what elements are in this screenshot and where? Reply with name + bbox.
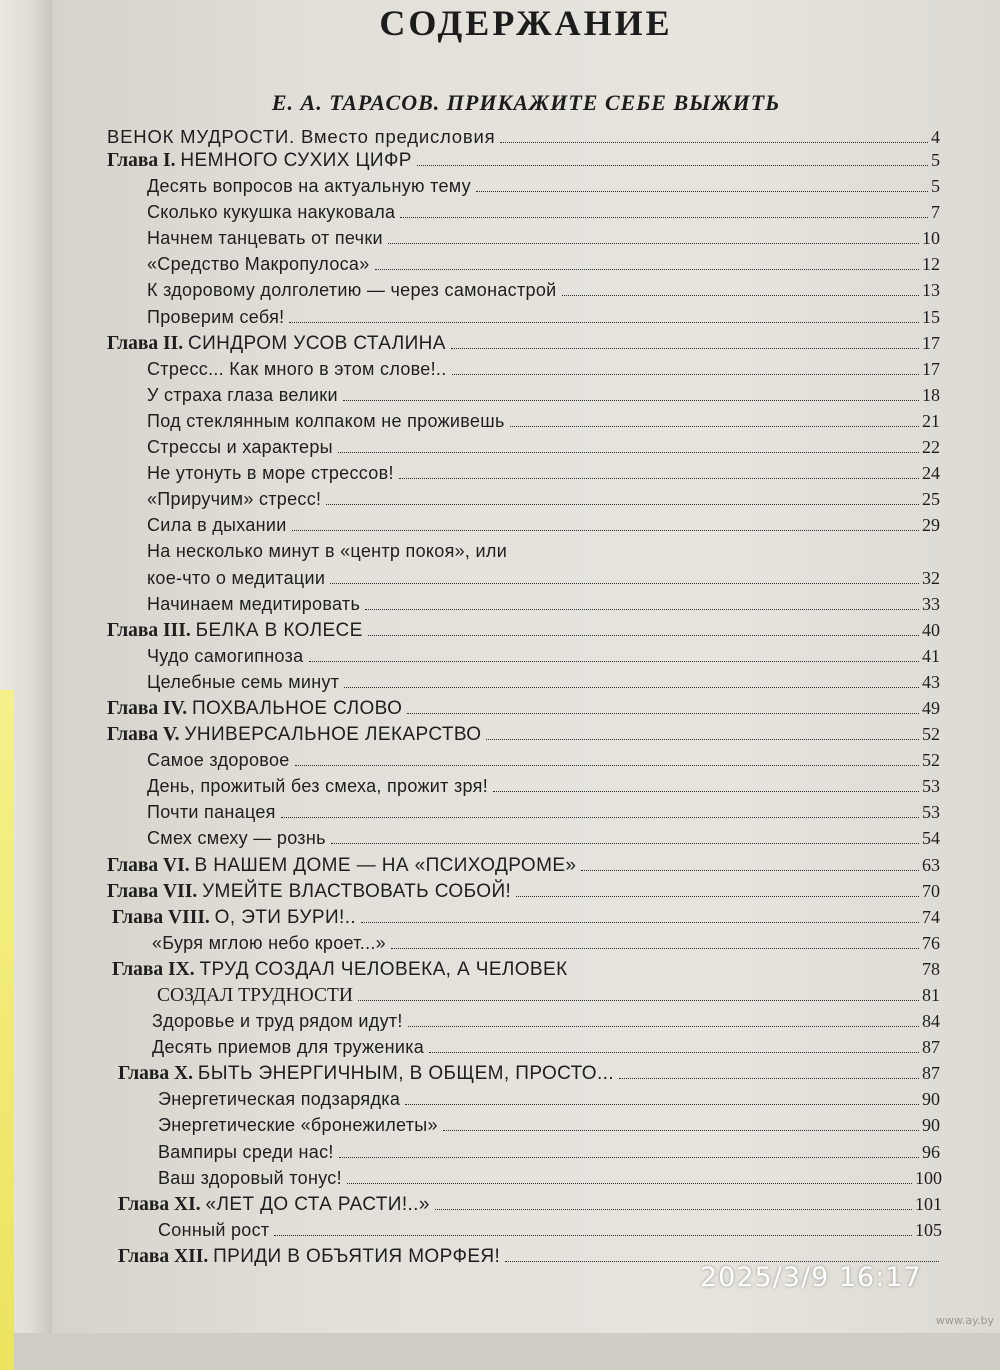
entry-title: «ЛЕТ ДО СТА РАСТИ!..» — [205, 1193, 430, 1215]
dot-leader — [486, 739, 919, 740]
dot-leader — [339, 1157, 919, 1158]
toc-section — [52, 1142, 1000, 1168]
dot-leader — [375, 269, 919, 270]
dot-leader — [281, 817, 919, 818]
toc-section — [52, 254, 1000, 280]
page-number: 53 — [922, 802, 940, 823]
entry-title: Под стеклянным колпаком не проживешь — [147, 410, 505, 431]
toc-section — [52, 1089, 1000, 1115]
chapter-number: Глава V. — [107, 724, 180, 746]
page-number: 76 — [922, 932, 940, 953]
toc-chapter — [52, 1194, 1000, 1220]
entry-title: Почти панацея — [147, 802, 276, 823]
dot-leader — [429, 1052, 919, 1053]
page-number: 101 — [915, 1193, 942, 1214]
yellow-bookmark — [0, 690, 14, 1370]
toc-section — [52, 228, 1000, 254]
entry-title: Начинаем медитировать — [147, 593, 361, 614]
page-number: 17 — [922, 358, 940, 379]
page-number: 90 — [922, 1115, 940, 1136]
toc-section — [52, 307, 1000, 333]
toc-chapter — [52, 698, 1000, 724]
dot-leader — [476, 191, 928, 192]
toc-section — [52, 828, 1000, 854]
entry-title: ПОХВАЛЬНОЕ СЛОВО — [191, 697, 403, 719]
page-number: 100 — [915, 1167, 942, 1188]
page-number: 4 — [931, 127, 940, 147]
dot-leader — [408, 1026, 919, 1027]
dot-leader — [292, 530, 919, 531]
entry-title: Энергетические «бронежилеты» — [158, 1115, 438, 1136]
entry-title: Смех смеху — рознь — [147, 828, 326, 849]
page-number: 40 — [922, 619, 940, 640]
toc-section — [52, 594, 1000, 620]
page-number: 105 — [915, 1219, 942, 1240]
toc-section — [52, 437, 1000, 463]
chapter-number: Глава III. — [107, 619, 191, 641]
chapter-number: Глава VIII. — [112, 906, 210, 928]
entry-title: Здоровье и труд рядом идут! — [152, 1011, 403, 1032]
dot-leader — [405, 1104, 919, 1105]
entry-title: На несколько минут в «центр покоя», или — [147, 541, 508, 562]
dot-leader — [400, 217, 928, 218]
page-title: СОДЕРЖАНИЕ — [379, 3, 673, 43]
entry-title: УНИВЕРСАЛЬНОЕ ЛЕКАРСТВО — [184, 724, 482, 746]
dot-leader — [443, 1130, 919, 1131]
entry-title: Не утонуть в море стрессов! — [147, 463, 394, 484]
page-number: 96 — [922, 1141, 940, 1162]
page-number: 17 — [922, 332, 940, 353]
chapter-number: Глава X. — [118, 1063, 194, 1085]
page-number: 78 — [922, 958, 940, 979]
toc-section — [52, 1037, 1000, 1063]
toc-section — [52, 568, 1000, 594]
page-number: 33 — [922, 593, 940, 614]
toc-chapter — [52, 724, 1000, 750]
page-number: 13 — [922, 280, 940, 301]
book-page — [52, 0, 1000, 1333]
entry-title: «Приручим» стресс! — [147, 489, 322, 510]
toc-section — [52, 541, 1000, 567]
page-number: 63 — [922, 854, 940, 875]
section-subtitle: Е. А. ТАРАСОВ. ПРИКАЖИТЕ СЕБЕ ВЫЖИТЬ — [271, 90, 781, 115]
dot-leader — [407, 713, 919, 714]
dot-leader — [358, 1000, 919, 1001]
dot-leader — [388, 243, 919, 244]
toc-chapter — [52, 959, 1000, 985]
dot-leader — [344, 687, 919, 688]
entry-title: ПРИДИ В ОБЪЯТИЯ МОРФЕЯ! — [213, 1245, 501, 1267]
dot-leader — [347, 1183, 912, 1184]
entry-title: ТРУД СОЗДАЛ ЧЕЛОВЕКА, А ЧЕЛОВЕК — [199, 958, 568, 980]
page-number: 24 — [922, 463, 940, 484]
dot-leader — [295, 765, 919, 766]
toc-section — [52, 489, 1000, 515]
chapter-number: Глава VI. — [107, 854, 190, 876]
toc-section — [52, 202, 1000, 228]
entry-title: Сонный рост — [158, 1219, 270, 1240]
page-number: 32 — [922, 567, 940, 588]
dot-leader — [562, 295, 920, 296]
page-number: 12 — [922, 254, 940, 275]
entry-title: УМЕЙТЕ ВЛАСТВОВАТЬ СОБОЙ! — [202, 880, 512, 902]
toc-section — [52, 385, 1000, 411]
toc-section — [52, 646, 1000, 672]
chapter-number: Глава VII. — [107, 880, 198, 902]
toc-section — [52, 750, 1000, 776]
page-number: 81 — [922, 985, 940, 1005]
entry-title: Начнем танцевать от печки — [147, 228, 383, 249]
table-of-contents — [52, 126, 1000, 1272]
book-edge — [0, 0, 52, 1333]
toc-chapter — [52, 881, 1000, 907]
entry-title: Самое здоровое — [147, 750, 290, 771]
chapter-number: Глава IX. — [112, 958, 195, 980]
toc-section — [52, 1220, 1000, 1246]
page-number: 74 — [922, 906, 940, 927]
toc-chapter — [52, 333, 1000, 359]
toc-section — [52, 1115, 1000, 1141]
toc-section — [52, 1168, 1000, 1194]
dot-leader — [510, 426, 919, 427]
entry-title: У страха глаза велики — [147, 384, 338, 405]
entry-title: кое-что о медитации — [147, 567, 326, 588]
dot-leader — [500, 142, 928, 143]
page-number: 5 — [931, 150, 940, 170]
toc-section — [52, 359, 1000, 385]
page-number: 7 — [931, 202, 940, 223]
dot-leader — [391, 948, 919, 949]
page-number: 52 — [922, 724, 940, 745]
entry-title: «Средство Макропулоса» — [147, 254, 370, 275]
dot-leader — [493, 791, 919, 792]
entry-title: Целебные семь минут — [147, 671, 340, 692]
page-number: 53 — [922, 776, 940, 797]
dot-leader — [581, 870, 919, 871]
photo-timestamp: 2025/3/9 16:17 — [700, 1262, 922, 1293]
toc-section — [52, 463, 1000, 489]
entry-title: БЕЛКА В КОЛЕСЕ — [195, 619, 363, 641]
page-number: 84 — [922, 1011, 940, 1032]
toc-section — [52, 280, 1000, 306]
page-number: 21 — [922, 410, 940, 431]
toc-section — [52, 515, 1000, 541]
entry-title: СИНДРОМ УСОВ СТАЛИНА — [187, 332, 446, 354]
toc-chapter — [52, 907, 1000, 933]
toc-chapter — [52, 985, 1000, 1011]
page-number: 5 — [931, 176, 940, 197]
chapter-number: Глава I. — [107, 150, 176, 171]
toc-section — [52, 776, 1000, 802]
entry-title: Энергетическая подзарядка — [158, 1089, 401, 1110]
entry-title: Чудо самогипноза — [147, 645, 304, 666]
entry-title: Сила в дыхании — [147, 515, 287, 536]
dot-leader — [331, 843, 919, 844]
entry-title: Вампиры среди нас! — [158, 1141, 334, 1162]
page-number: 15 — [922, 306, 940, 327]
page-number: 29 — [922, 515, 940, 536]
entry-title: К здоровому долголетию — через самонастрой — [147, 280, 557, 301]
entry-title: Десять вопросов на актуальную тему — [147, 176, 471, 197]
chapter-number: Глава II. — [107, 332, 184, 354]
toc-chapter — [52, 1063, 1000, 1089]
toc-section — [52, 411, 1000, 437]
page-number: 41 — [922, 645, 940, 666]
entry-title: БЫТЬ ЭНЕРГИЧНЫМ, В ОБЩЕМ, ПРОСТО... — [197, 1063, 615, 1085]
dot-leader — [516, 896, 919, 897]
dot-leader — [343, 400, 919, 401]
dot-leader — [330, 583, 919, 584]
page-number: 22 — [922, 437, 940, 458]
entry-title: Сколько кукушка накуковала — [147, 202, 396, 223]
page-number: 49 — [922, 697, 940, 718]
entry-title: Стресс... Как много в этом слове!.. — [147, 358, 447, 379]
dot-leader — [435, 1209, 912, 1210]
page-number: 87 — [922, 1063, 940, 1084]
page-number: 70 — [922, 880, 940, 901]
toc-section — [52, 672, 1000, 698]
entry-title: Проверим себя! — [147, 306, 285, 327]
page-number: 87 — [922, 1037, 940, 1058]
entry-title: НЕМНОГО СУХИХ ЦИФР — [180, 150, 412, 171]
page-number: 52 — [922, 750, 940, 771]
toc-preface — [52, 126, 1000, 150]
site-watermark: www.ay.by — [935, 1314, 994, 1327]
page-number: 43 — [922, 671, 940, 692]
dot-leader — [309, 661, 920, 662]
dot-leader — [368, 635, 919, 636]
dot-leader — [289, 322, 919, 323]
chapter-number: Глава XII. — [118, 1245, 209, 1267]
toc-section — [52, 176, 1000, 202]
toc-chapter — [52, 855, 1000, 881]
page-number: 25 — [922, 489, 940, 510]
dot-leader — [326, 504, 919, 505]
dot-leader — [274, 1235, 912, 1236]
entry-title: «Буря мглою небо кроет...» — [152, 932, 386, 953]
entry-title: СОЗДАЛ ТРУДНОСТИ — [157, 985, 353, 1006]
page-number: 90 — [922, 1089, 940, 1110]
entry-title: В НАШЕМ ДОМЕ — НА «ПСИХОДРОМЕ» — [194, 854, 577, 876]
toc-chapter — [52, 150, 1000, 176]
entry-title: День, прожитый без смеха, прожит зря! — [147, 776, 489, 797]
page-number: 10 — [922, 228, 940, 249]
dot-leader — [452, 374, 919, 375]
dot-leader — [417, 165, 928, 166]
toc-chapter — [52, 620, 1000, 646]
dot-leader — [338, 452, 919, 453]
dot-leader — [451, 348, 919, 349]
dot-leader — [399, 478, 919, 479]
dot-leader — [361, 922, 919, 923]
entry-title: Десять приемов для труженика — [152, 1037, 425, 1058]
entry-title: ВЕНОК МУДРОСТИ. Вместо предисловия — [107, 126, 496, 147]
page-number: 18 — [922, 384, 940, 405]
toc-section — [52, 1011, 1000, 1037]
dot-leader — [365, 609, 919, 610]
page-number: 54 — [922, 828, 940, 849]
chapter-number: Глава XI. — [118, 1193, 201, 1215]
entry-title: Ваш здоровый тонус! — [158, 1167, 342, 1188]
toc-section — [52, 802, 1000, 828]
entry-title: Стрессы и характеры — [147, 437, 333, 458]
chapter-number: Глава IV. — [107, 697, 188, 719]
dot-leader — [619, 1078, 919, 1079]
toc-section — [52, 933, 1000, 959]
entry-title: О, ЭТИ БУРИ!.. — [214, 906, 357, 928]
